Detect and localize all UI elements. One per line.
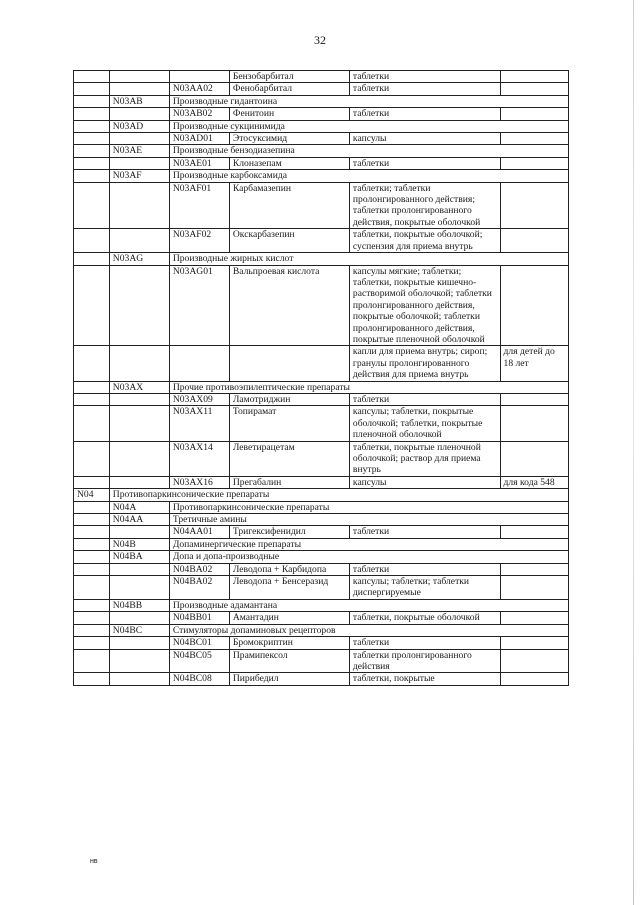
blank-cell — [74, 393, 110, 405]
atc-code — [169, 346, 229, 381]
group-row — [74, 145, 569, 157]
dosage-form: капсулы — [349, 133, 500, 145]
note — [500, 83, 568, 95]
dosage-form: капли для приема внутрь; сироп; гранулы пролонгированного действия для приема внутрь — [349, 346, 500, 381]
atc-group-title: Производные сукцинимида — [169, 120, 568, 132]
drug-name: Бензобарбитал — [229, 71, 349, 83]
drug-name: Тригексифенидил — [229, 526, 349, 538]
blank-cell — [74, 120, 110, 132]
blank-cell — [109, 649, 169, 673]
blank-cell — [109, 157, 169, 169]
note — [500, 563, 568, 575]
group-row — [74, 501, 569, 513]
blank-cell — [74, 253, 110, 265]
drug-name: Фенитоин — [229, 108, 349, 120]
note: для детей до 18 лет — [500, 346, 568, 381]
blank-cell — [74, 563, 110, 575]
atc-group-code: N03AF — [109, 170, 169, 182]
dosage-form: таблетки; таблетки пролонгированного действия; таблетки пролонгированного действия, покрытые оболочкой — [349, 182, 500, 229]
drug-row — [74, 476, 569, 488]
blank-cell — [74, 83, 110, 95]
drug-name: Прамипексол — [229, 649, 349, 673]
note — [500, 576, 568, 600]
blank-cell — [74, 576, 110, 600]
drug-row — [74, 229, 569, 253]
blank-cell — [109, 265, 169, 346]
blank-cell — [109, 83, 169, 95]
atc-code: N03AX14 — [169, 441, 229, 476]
atc-code: N03AX11 — [169, 406, 229, 441]
blank-cell — [74, 182, 110, 229]
drug-name: Клоназепам — [229, 157, 349, 169]
atc-code: N03AF01 — [169, 182, 229, 229]
note — [500, 649, 568, 673]
atc-code: N03AG01 — [169, 265, 229, 346]
blank-cell — [74, 229, 110, 253]
blank-cell — [109, 637, 169, 649]
blank-cell — [74, 612, 110, 624]
dosage-form: таблетки, покрытые пленочной оболочкой; раствор для приема внутрь — [349, 441, 500, 476]
note — [500, 157, 568, 169]
dosage-form: таблетки — [349, 563, 500, 575]
atc-group-code: N03AX — [109, 381, 169, 393]
blank-cell — [74, 381, 110, 393]
drug-row — [74, 108, 569, 120]
atc-group-code: N04BA — [109, 551, 169, 563]
blank-cell — [109, 563, 169, 575]
atc-code: N03AX16 — [169, 476, 229, 488]
blank-cell — [74, 157, 110, 169]
blank-cell — [109, 406, 169, 441]
atc-group-code: N04AA — [109, 514, 169, 526]
atc-top-code: N04 — [74, 489, 110, 501]
atc-code: N03AD01 — [169, 133, 229, 145]
blank-cell — [74, 265, 110, 346]
group-row — [74, 551, 569, 563]
group-row — [74, 381, 569, 393]
footer-mark: нв — [90, 858, 98, 865]
drug-row — [74, 563, 569, 575]
group-row — [74, 120, 569, 132]
drug-row — [74, 157, 569, 169]
blank-cell — [109, 612, 169, 624]
atc-code: N04BC08 — [169, 673, 229, 685]
group-row — [74, 538, 569, 550]
atc-code: N03AX09 — [169, 393, 229, 405]
drug-row — [74, 393, 569, 405]
dosage-form: таблетки, покрытые оболочкой; суспензия для приема внутрь — [349, 229, 500, 253]
blank-cell — [74, 514, 110, 526]
drug-row — [74, 576, 569, 600]
dosage-form: таблетки — [349, 157, 500, 169]
atc-code — [169, 71, 229, 83]
dosage-form: таблетки — [349, 393, 500, 405]
blank-cell — [109, 441, 169, 476]
atc-group-title: Производные бензодиазепина — [169, 145, 568, 157]
drug-row — [74, 673, 569, 685]
atc-group-title: Третичные амины — [169, 514, 568, 526]
dosage-form: таблетки — [349, 83, 500, 95]
dosage-form: таблетки — [349, 108, 500, 120]
group-row — [74, 253, 569, 265]
drug-row — [74, 441, 569, 476]
atc-code: N03AA02 — [169, 83, 229, 95]
drug-name: Этосуксимид — [229, 133, 349, 145]
blank-cell — [74, 673, 110, 685]
dosage-form: капсулы — [349, 476, 500, 488]
note — [500, 133, 568, 145]
dosage-form: капсулы; таблетки; таблетки диспергируемые — [349, 576, 500, 600]
atc-code: N04BA02 — [169, 576, 229, 600]
note — [500, 526, 568, 538]
atc-code: N03AF02 — [169, 229, 229, 253]
blank-cell — [109, 108, 169, 120]
drug-name: Бромокриптин — [229, 637, 349, 649]
blank-cell — [74, 346, 110, 381]
note — [500, 71, 568, 83]
dosage-form: капсулы; таблетки, покрытые оболочкой; таблетки, покрытые пленочной оболочкой — [349, 406, 500, 441]
group-row — [74, 170, 569, 182]
drug-row — [74, 526, 569, 538]
atc-group-title: Производные адамантана — [169, 599, 568, 611]
atc-group-title: Производные жирных кислот — [169, 253, 568, 265]
dosage-form: таблетки — [349, 526, 500, 538]
blank-cell — [74, 133, 110, 145]
atc-group-title: Прочие противоэпилептические препараты — [169, 381, 568, 393]
blank-cell — [74, 441, 110, 476]
atc-group-code: N04BC — [109, 624, 169, 636]
drug-name: Топирамат — [229, 406, 349, 441]
note — [500, 229, 568, 253]
atc-group-title: Производные карбоксамида — [169, 170, 568, 182]
drug-row — [74, 649, 569, 673]
drug-row — [74, 71, 569, 83]
blank-cell — [74, 71, 110, 83]
drug-row — [74, 346, 569, 381]
dosage-form: таблетки — [349, 71, 500, 83]
atc-code: N04AA01 — [169, 526, 229, 538]
blank-cell — [109, 576, 169, 600]
blank-cell — [74, 599, 110, 611]
atc-code: N04BB01 — [169, 612, 229, 624]
dosage-form: таблетки — [349, 637, 500, 649]
drug-row — [74, 83, 569, 95]
drug-name: Ламотриджин — [229, 393, 349, 405]
atc-group-code: N04B — [109, 538, 169, 550]
group-row — [74, 95, 569, 107]
blank-cell — [109, 182, 169, 229]
atc-code: N04BA02 — [169, 563, 229, 575]
page-number: 32 — [314, 33, 326, 47]
drug-row — [74, 133, 569, 145]
drug-name: Окскарбазепин — [229, 229, 349, 253]
blank-cell — [74, 649, 110, 673]
drug-row — [74, 637, 569, 649]
atc-group-title: Производные гидантоина — [169, 95, 568, 107]
blank-cell — [109, 476, 169, 488]
note — [500, 441, 568, 476]
drug-name — [229, 346, 349, 381]
blank-cell — [74, 170, 110, 182]
atc-code: N03AB02 — [169, 108, 229, 120]
atc-code: N04BC05 — [169, 649, 229, 673]
drug-name: Леветирацетам — [229, 441, 349, 476]
drug-name: Фенобарбитал — [229, 83, 349, 95]
blank-cell — [74, 108, 110, 120]
atc-group-code: N03AG — [109, 253, 169, 265]
drug-name: Леводопа + Бенсеразид — [229, 576, 349, 600]
drug-row — [74, 612, 569, 624]
blank-cell — [109, 393, 169, 405]
atc-top-title: Противопаркинсонические препараты — [109, 489, 568, 501]
blank-cell — [74, 476, 110, 488]
blank-cell — [109, 71, 169, 83]
blank-cell — [109, 673, 169, 685]
atc-code: N04BC01 — [169, 637, 229, 649]
group-row — [74, 624, 569, 636]
medication-table — [73, 70, 569, 686]
blank-cell — [109, 346, 169, 381]
group-row — [74, 599, 569, 611]
atc-group-code: N03AE — [109, 145, 169, 157]
blank-cell — [74, 551, 110, 563]
note — [500, 612, 568, 624]
blank-cell — [74, 624, 110, 636]
dosage-form: таблетки пролонгированного действия — [349, 649, 500, 673]
scan-edge — [633, 0, 634, 905]
drug-row — [74, 182, 569, 229]
blank-cell — [74, 501, 110, 513]
atc-group-code: N04A — [109, 501, 169, 513]
note — [500, 393, 568, 405]
blank-cell — [74, 95, 110, 107]
atc-group-title: Допаминергические препараты — [169, 538, 568, 550]
note — [500, 182, 568, 229]
atc-group-title: Противопаркинсонические препараты — [169, 501, 568, 513]
drug-row — [74, 265, 569, 346]
blank-cell — [74, 526, 110, 538]
note — [500, 406, 568, 441]
section-row — [74, 489, 569, 501]
note — [500, 108, 568, 120]
note: для кода 548 — [500, 476, 568, 488]
blank-cell — [109, 133, 169, 145]
atc-group-title: Стимуляторы допаминовых рецепторов — [169, 624, 568, 636]
drug-name: Вальпроевая кислота — [229, 265, 349, 346]
blank-cell — [74, 637, 110, 649]
drug-name: Пирибедил — [229, 673, 349, 685]
group-row — [74, 514, 569, 526]
dosage-form: таблетки, покрытые оболочкой — [349, 612, 500, 624]
atc-group-code: N04BB — [109, 599, 169, 611]
drug-row — [74, 406, 569, 441]
blank-cell — [74, 406, 110, 441]
atc-group-code: N03AB — [109, 95, 169, 107]
drug-name: Амантадин — [229, 612, 349, 624]
atc-code: N03AE01 — [169, 157, 229, 169]
note — [500, 637, 568, 649]
dosage-form: таблетки, покрытые — [349, 673, 500, 685]
note — [500, 673, 568, 685]
drug-name: Карбамазепин — [229, 182, 349, 229]
blank-cell — [74, 145, 110, 157]
blank-cell — [109, 526, 169, 538]
drug-name: Прегабалин — [229, 476, 349, 488]
blank-cell — [74, 538, 110, 550]
atc-group-title: Допа и допа-производные — [169, 551, 568, 563]
dosage-form: капсулы мягкие; таблетки; таблетки, покрытые кишечно- растворимой оболочкой; таблетки пролонгированного действия, покрытые оболочкой; таблетки пролонгированного действия, покрытые пленочной оболочкой — [349, 265, 500, 346]
atc-group-code: N03AD — [109, 120, 169, 132]
drug-name: Леводопа + Карбидопа — [229, 563, 349, 575]
blank-cell — [109, 229, 169, 253]
note — [500, 265, 568, 346]
